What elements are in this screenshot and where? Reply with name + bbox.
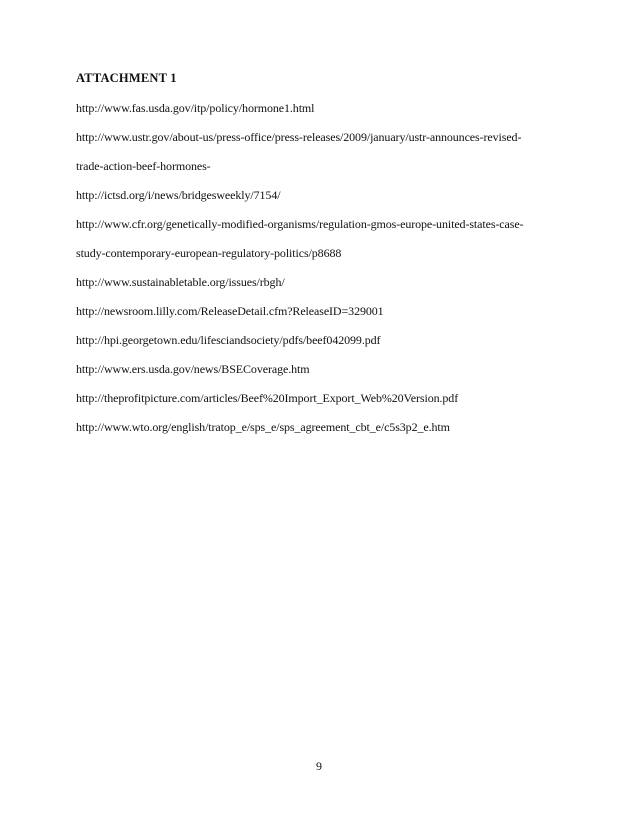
reference-line: http://theprofitpicture.com/articles/Beef%20Import_Export_Web%20Version.pdf bbox=[76, 391, 459, 405]
reference-line: http://www.sustainabletable.org/issues/rbgh/ bbox=[76, 275, 285, 289]
reference-line: http://www.cfr.org/genetically-modified-organisms/regulation-gmos-europe-united-states-case- bbox=[76, 217, 524, 231]
reference-line: http://ictsd.org/i/news/bridgesweekly/7154/ bbox=[76, 188, 281, 202]
attachment-heading: ATTACHMENT 1 bbox=[76, 71, 177, 85]
page-number: 9 bbox=[316, 759, 322, 773]
reference-line: study-contemporary-european-regulatory-politics/p8688 bbox=[76, 246, 342, 260]
reference-line: trade-action-beef-hormones- bbox=[76, 159, 211, 173]
reference-line: http://www.wto.org/english/tratop_e/sps_e/sps_agreement_cbt_e/c5s3p2_e.htm bbox=[76, 420, 450, 434]
reference-line: http://www.ustr.gov/about-us/press-office/press-releases/2009/january/ustr-announces-revised- bbox=[76, 130, 522, 144]
reference-line: http://www.ers.usda.gov/news/BSECoverage.htm bbox=[76, 362, 310, 376]
reference-line: http://www.fas.usda.gov/itp/policy/hormone1.html bbox=[76, 101, 315, 115]
reference-line: http://hpi.georgetown.edu/lifesciandsociety/pdfs/beef042099.pdf bbox=[76, 333, 381, 347]
reference-line: http://newsroom.lilly.com/ReleaseDetail.cfm?ReleaseID=329001 bbox=[76, 304, 384, 318]
